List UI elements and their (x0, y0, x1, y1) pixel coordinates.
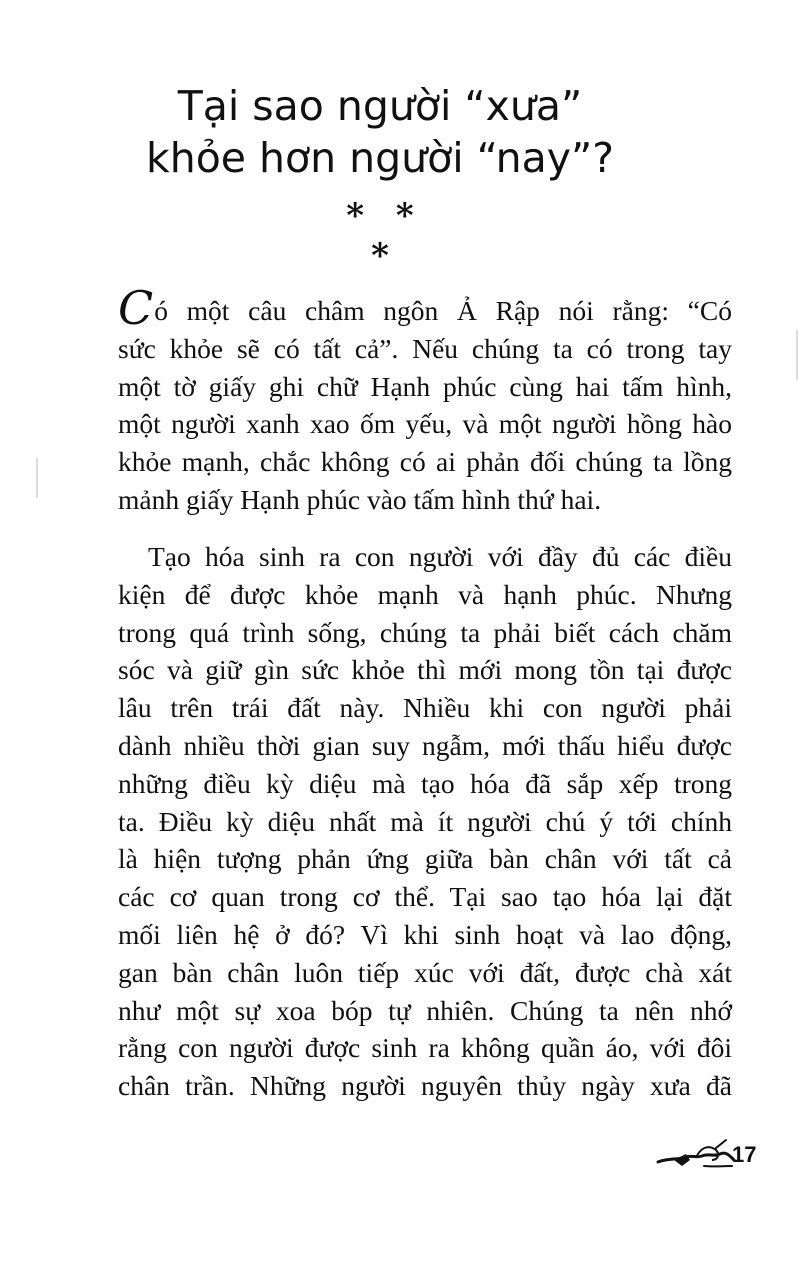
drop-cap: C (118, 281, 154, 335)
paragraph-line: khỏe mạnh, chắc không có ai phản đối chúng ta lồng (118, 446, 732, 478)
paragraph-line: mối liên hệ ở đó? Vì khi sinh hoạt và lao động, (118, 918, 732, 950)
paragraph-line: lâu trên trái đất này. Nhiều khi con người phải (118, 692, 732, 724)
paragraph-line: gan bàn chân luôn tiếp xúc với đất, được chà xát (118, 956, 732, 988)
paragraph-line: chân trần. Những người nguyên thủy ngày xưa đã (118, 1070, 732, 1102)
paragraph-2 (118, 538, 732, 1105)
right-edge-mark (796, 330, 798, 380)
paragraph-line: là hiện tượng phản ứng giữa bàn chân với tất cả (118, 843, 732, 875)
paragraph-line: mảnh giấy Hạnh phúc vào tấm hình thứ hai. (118, 483, 602, 515)
chapter-title-line-2: khỏe hơn người “nay”? (145, 134, 615, 182)
paragraph-line: kiện để được khỏe mạnh và hạnh phúc. Nhưng (118, 578, 732, 610)
paragraph-line: dành nhiều thời gian suy ngẫm, mới thấu hiểu được (118, 729, 732, 761)
paragraph-line: trong quá trình sống, chúng ta phải biết cách chăm (118, 616, 732, 648)
paragraph-line: rằng con người được sinh ra không quần áo, với đôi (118, 1032, 732, 1064)
left-edge-mark (36, 458, 38, 498)
paragraph-line: Tạo hóa sinh ra con người với đầy đủ các điều (148, 541, 732, 572)
paragraph-line: các cơ quan trong cơ thể. Tại sao tạo hóa lại đặt (118, 881, 732, 913)
paragraph-line: một tờ giấy ghi chữ Hạnh phúc cùng hai tấm hình, (118, 370, 732, 402)
page-number: 17 (732, 1142, 757, 1167)
paragraph-1 (118, 281, 732, 519)
paragraph-line: như một sự xoa bóp tự nhiên. Chúng ta nên nhớ (118, 994, 732, 1026)
chapter-title-line-1: Tại sao người “xưa” (177, 82, 583, 130)
section-ornament: * * * (346, 196, 424, 276)
paragraph-line: những điều kỳ diệu mà tạo hóa đã sắp xếp trong (118, 767, 732, 799)
paragraph-line: Có một câu châm ngôn Ả Rập nói rằng: “Có (118, 281, 732, 335)
paragraph-line: một người xanh xao ốm yếu, và một người hồng hào (118, 408, 732, 440)
paragraph-line: sức khỏe sẽ có tất cả”. Nếu chúng ta có trong tay (118, 332, 732, 364)
paragraph-line: ta. Điều kỳ diệu nhất mà ít người chú ý tới chính (118, 805, 732, 837)
paragraph-line: sóc và giữ gìn sức khỏe thì mới mong tồn tại được (118, 654, 732, 686)
